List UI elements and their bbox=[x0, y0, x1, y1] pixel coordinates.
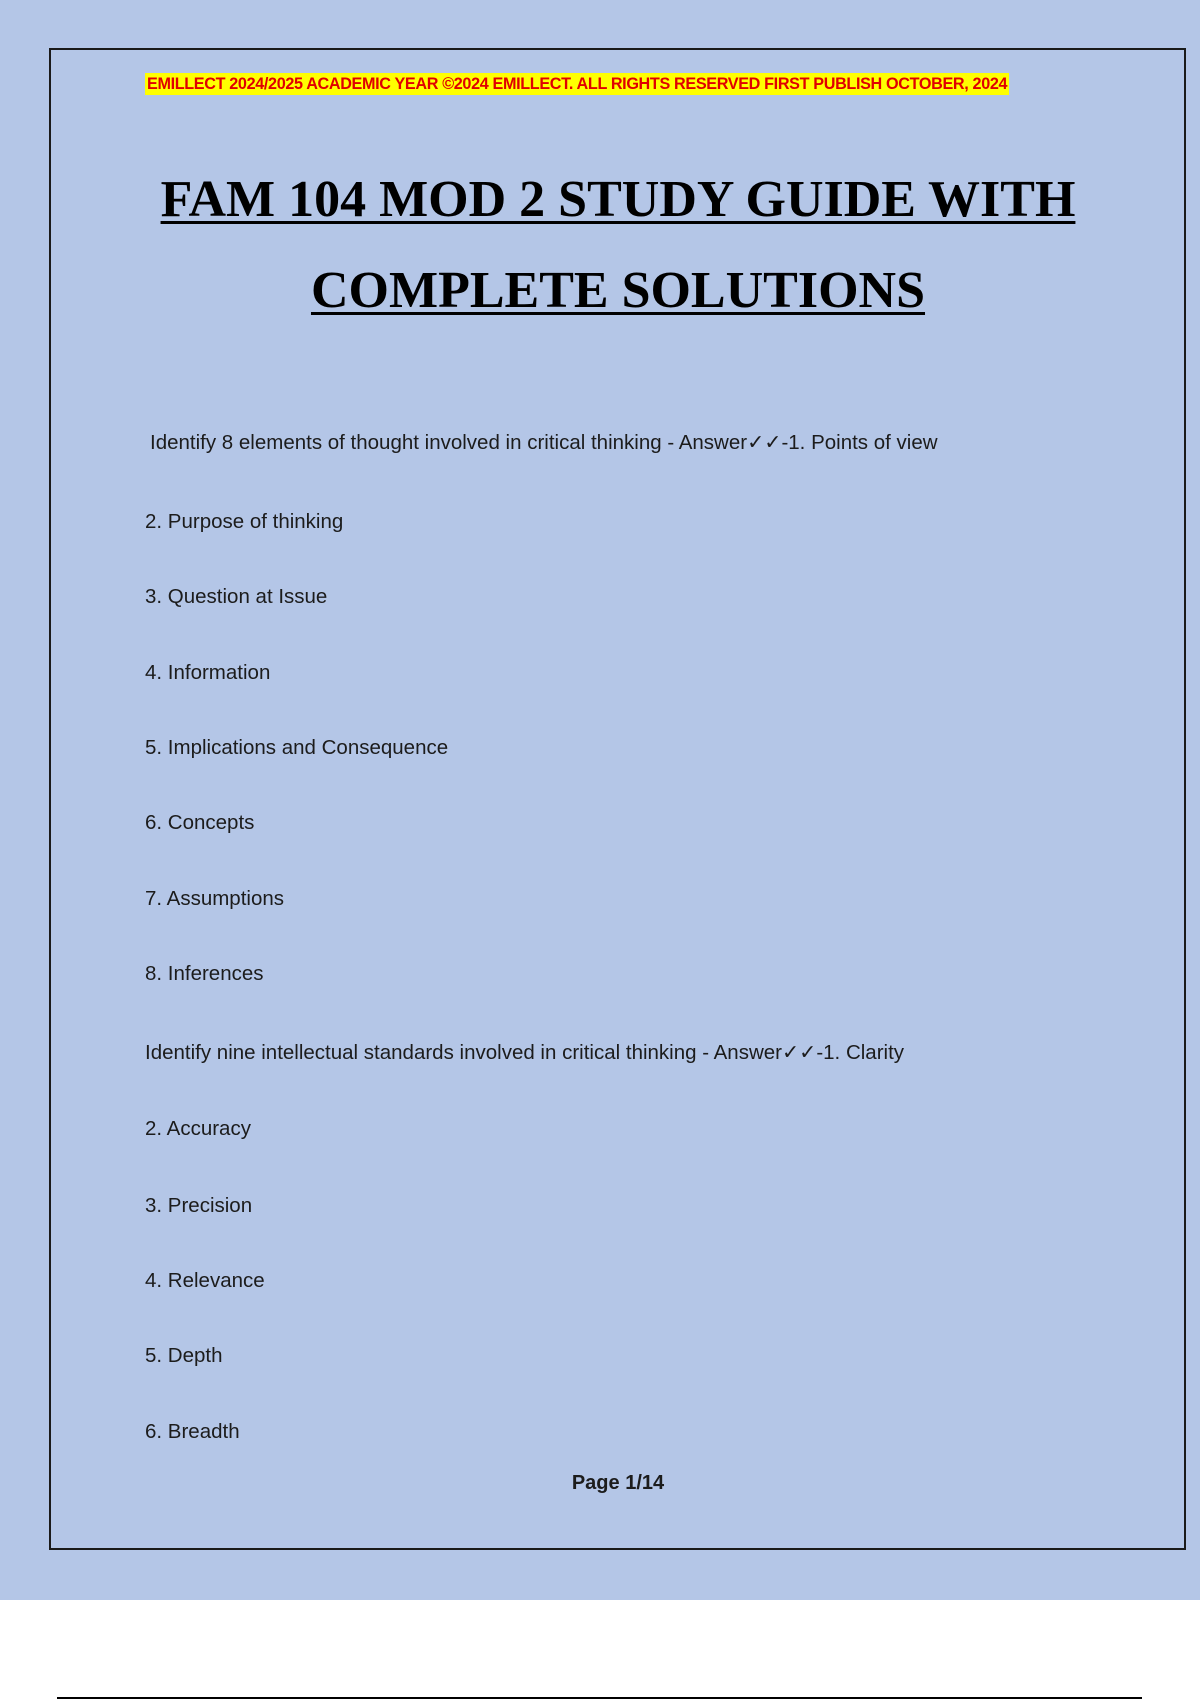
answer-item: 2. Accuracy bbox=[145, 1117, 251, 1140]
question-1-answer-line: Identify 8 elements of thought involved in critical thinking - Answer✓✓-1. Points of view bbox=[150, 431, 938, 454]
answer-item: 6. Breadth bbox=[145, 1420, 240, 1443]
answer-item: 7. Assumptions bbox=[145, 887, 285, 910]
answer-item: 2. Purpose of thinking bbox=[145, 510, 344, 533]
answer-item: 4. Relevance bbox=[145, 1269, 265, 1292]
copyright-banner: EMILLECT 2024/2025 ACADEMIC YEAR ©2024 EMILLECT. ALL RIGHTS RESERVED FIRST PUBLISH OCTOBER, 2024 bbox=[147, 75, 1008, 93]
answer-item: 4. Information bbox=[145, 661, 271, 684]
answer-item: 3. Question at Issue bbox=[145, 585, 328, 608]
answer-item: 6. Concepts bbox=[145, 811, 255, 834]
page-number: Page 1/14 bbox=[571, 1472, 665, 1494]
answer-item: 5. Implications and Consequence bbox=[145, 736, 449, 759]
answer-item: 3. Precision bbox=[145, 1194, 253, 1217]
answer-item: 5. Depth bbox=[145, 1344, 223, 1367]
answer-item: 8. Inferences bbox=[145, 962, 264, 985]
document-title-line-2: COMPLETE SOLUTIONS bbox=[310, 262, 926, 319]
document-title-line-1: FAM 104 MOD 2 STUDY GUIDE WITH bbox=[160, 171, 1076, 228]
next-page-rule bbox=[57, 1697, 1142, 1699]
question-2-answer-line: Identify nine intellectual standards involved in critical thinking - Answer✓✓-1. Clarity bbox=[145, 1041, 905, 1064]
